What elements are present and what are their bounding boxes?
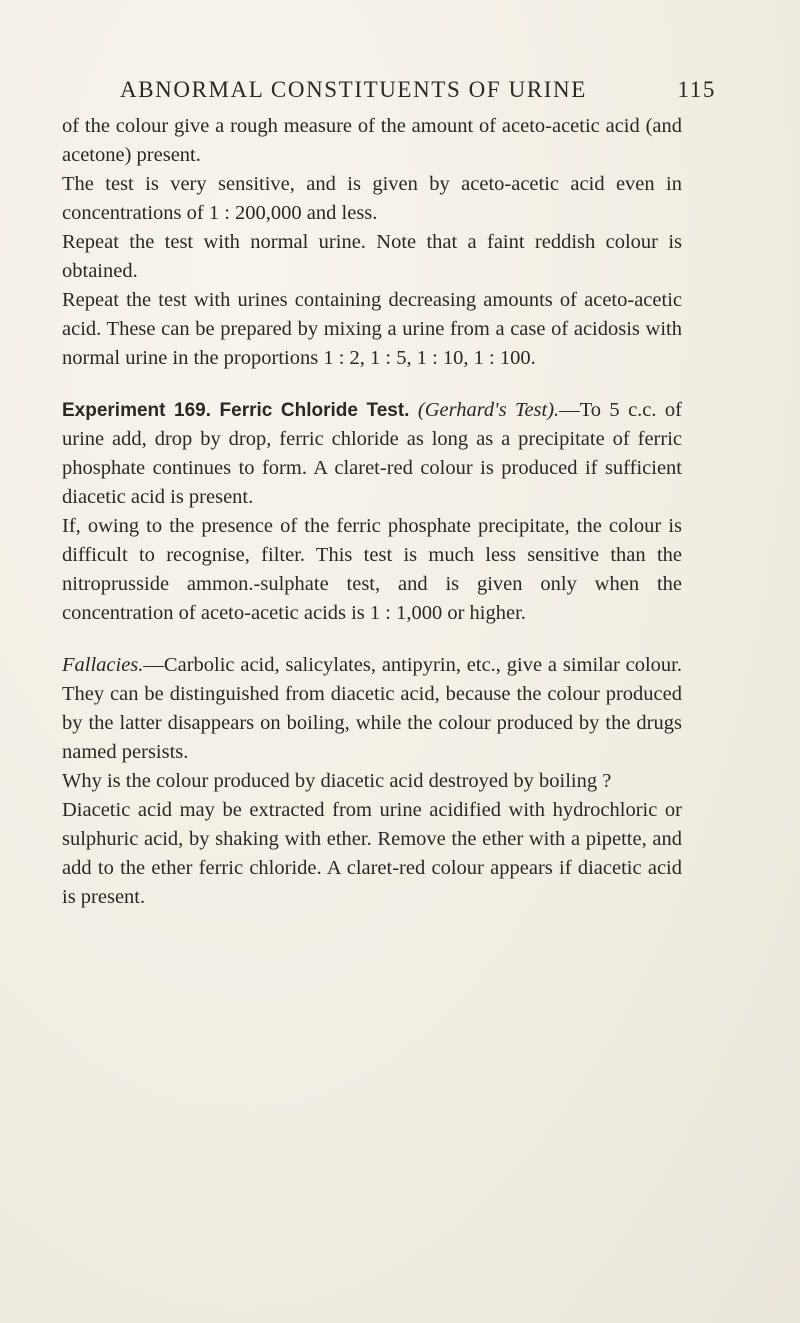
page-header [120, 77, 720, 111]
paragraph-fallacies [62, 651, 682, 767]
paragraph-ether-extraction: Diacetic acid may be extracted from urine acidified with hydrochloric or sulphuric acid, by shaking with ether. Remove the ether with a pipette, and add to the ether ferric chloride. A claret-red colour appears if diacetic acid is present. [62, 799, 682, 908]
paragraph-question: Why is the colour produced by diacetic acid destroyed by boiling ? [62, 770, 612, 792]
fallacies-heading: Fallacies. [62, 654, 144, 676]
experiment-subtitle: (Gerhard's Test). [417, 399, 560, 421]
page-number: 115 [677, 77, 716, 102]
paragraph-experiment-169 [62, 396, 682, 512]
paragraph-sensitivity: The test is very sensitive, and is given by aceto-acetic acid even in concentrations of 1 : 200,000 and less. [62, 173, 682, 224]
body-text [62, 112, 682, 912]
paragraph-decreasing-amounts: Repeat the test with urines containing decreasing amounts of aceto-acetic acid. These can be prepared by mixing a urine from a case of acidosis with normal urine in the proportions 1 : 2, 1 : 5, 1 : 10, 1 : 100. [62, 289, 682, 369]
paragraph-filter-note: If, owing to the presence of the ferric phosphate precipitate, the colour is difficult to recognise, filter. This test is much less sensitive than the nitroprusside ammon.-sulphate test, and is given only when the concentration of aceto-acetic acids is 1 : 1,000 or higher. [62, 515, 682, 624]
experiment-instructions: —To 5 c.c. of urine add, drop by drop, ferric chloride as long as a precipitate of ferric phosphate continues to form. A claret-red colour is produced if sufficient diacetic acid is present. [62, 399, 682, 508]
fallacies-text: —Carbolic acid, salicylates, antipyrin, etc., give a similar colour. They can be distinguished from diacetic acid, because the colour produced by the latter disappears on boiling, while the colour produced by the drugs named persists. [62, 654, 682, 763]
section-gap [62, 628, 682, 651]
paragraph-continuation: of the colour give a rough measure of the amount of aceto-acetic acid (and acetone) present. [62, 115, 682, 166]
section-gap [62, 373, 682, 396]
experiment-heading: Experiment 169. Ferric Chloride Test. [62, 400, 410, 421]
paragraph-normal-urine: Repeat the test with normal urine. Note that a faint reddish colour is obtained. [62, 231, 682, 282]
running-title: ABNORMAL CONSTITUENTS OF URINE [120, 77, 587, 102]
